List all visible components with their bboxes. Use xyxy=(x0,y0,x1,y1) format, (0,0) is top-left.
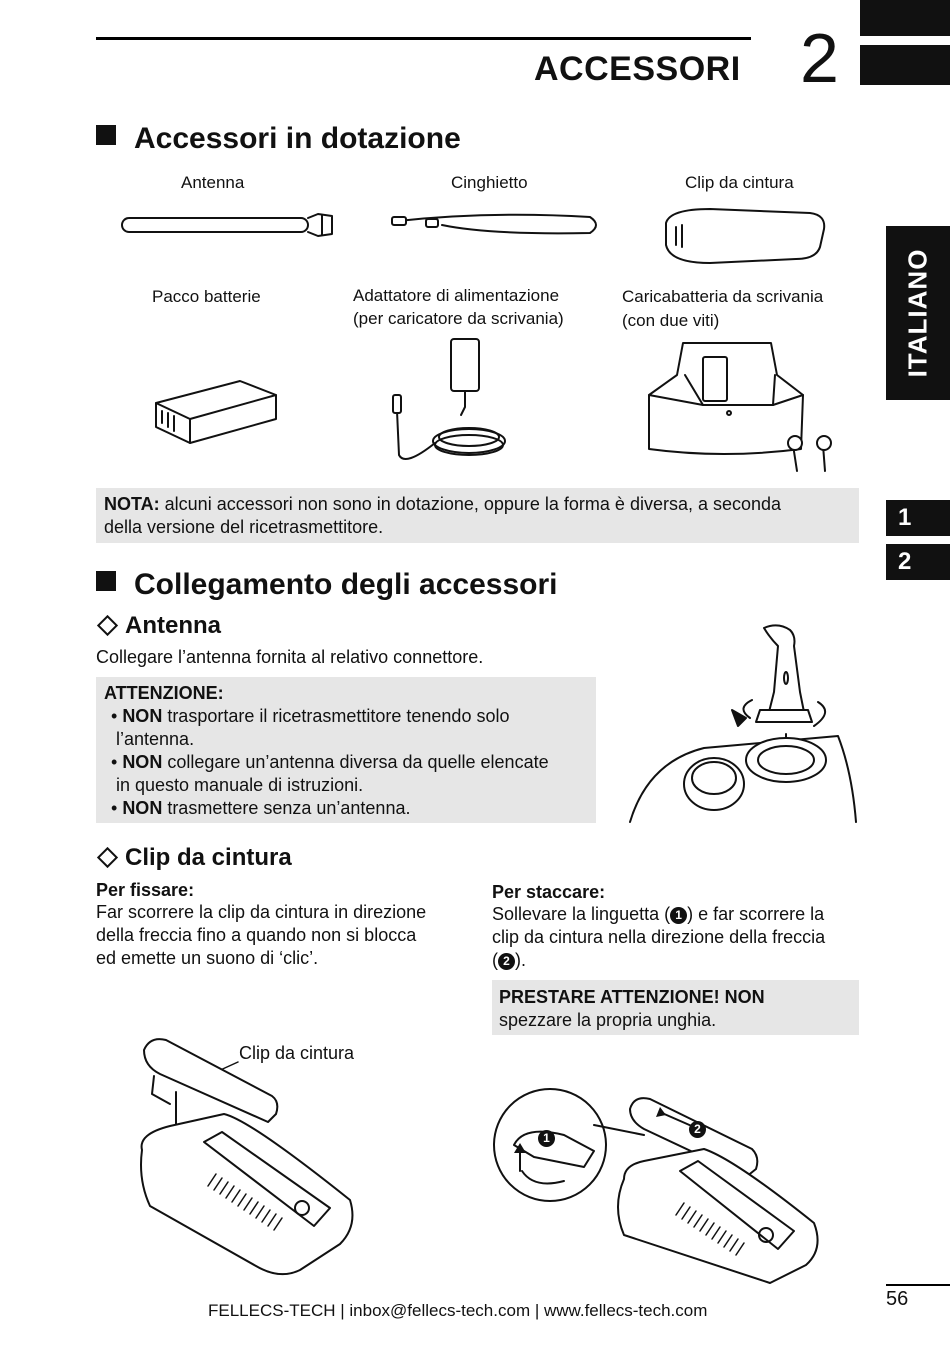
language-label: ITALIANO xyxy=(902,248,933,378)
marker-1-icon: 1 xyxy=(670,907,687,924)
antenna-instruction: Collegare l’antenna fornita al relativo connettore. xyxy=(96,647,484,667)
attach-title: Per fissare: xyxy=(96,880,195,900)
warning-bold: PRESTARE ATTENZIONE! NON xyxy=(499,987,765,1007)
power-adapter-icon xyxy=(385,335,515,470)
battery-label: Pacco batterie xyxy=(152,287,261,306)
marker-2-icon: 2 xyxy=(498,953,515,970)
caution-item: • NON trasmettere senza un’antenna. xyxy=(111,798,411,818)
adapter-label-line2: (per caricatore da scrivania) xyxy=(353,309,564,328)
charger-label-line2: (con due viti) xyxy=(622,311,720,330)
chapter-title: ACCESSORI xyxy=(534,50,741,88)
detach-marker-1-icon: 1 xyxy=(538,1130,555,1148)
belt-clip-subtitle: Clip da cintura xyxy=(96,844,292,872)
diamond-bullet-icon xyxy=(97,847,118,868)
caution-title: ATTENZIONE: xyxy=(104,683,224,703)
detach-title: Per staccare: xyxy=(492,882,606,902)
section-title-included: Accessori in dotazione xyxy=(96,122,461,156)
square-bullet-icon xyxy=(96,571,116,591)
antenna-label: Antenna xyxy=(181,173,245,192)
warning-text: spezzare la propria unghia. xyxy=(499,1010,717,1030)
page-number: 56 xyxy=(886,1288,909,1310)
page-number-rule xyxy=(886,1284,950,1286)
charger-label-line1: Caricabatteria da scrivania xyxy=(622,287,824,306)
detach-marker-2-icon: 2 xyxy=(689,1121,706,1139)
attach-line-2: della freccia fino a quando non si blocca xyxy=(96,925,417,945)
caution-item: • NON trasportare il ricetrasmettitore tenendo solo xyxy=(111,706,510,726)
antenna-icon xyxy=(118,210,338,240)
attach-line-3: ed emette un suono di ‘clic’. xyxy=(96,948,319,968)
desktop-charger-icon xyxy=(643,335,843,475)
detach-line-1: Sollevare la linguetta ( 1 ) e far scorrere la xyxy=(492,904,825,924)
header-tab-top xyxy=(860,0,950,36)
section-title-connecting: Collegamento degli accessori xyxy=(96,568,557,602)
strap-label: Cinghietto xyxy=(451,173,528,192)
battery-pack-icon xyxy=(150,375,280,450)
belt-clip-label: Clip da cintura xyxy=(685,173,794,192)
note-text-line1: NOTA: alcuni accessori non sono in dotazione, oppure la forma è diversa, a seconda xyxy=(104,494,782,514)
adapter-label-line1: Adattatore di alimentazione xyxy=(353,286,560,305)
attach-line-1: Far scorrere la clip da cintura in direzione xyxy=(96,902,427,922)
diamond-bullet-icon xyxy=(97,615,118,636)
belt-clip-detach-illustration xyxy=(494,1085,829,1285)
strap-icon xyxy=(390,205,605,245)
section-tab-2[interactable]: 2 xyxy=(886,544,950,580)
caution-item: • NON collegare un’antenna diversa da quelle elencate xyxy=(111,752,549,772)
detach-line-3: ( 2 ). xyxy=(492,950,526,970)
belt-clip-attach-illustration xyxy=(130,1030,360,1280)
detach-line-2: clip da cintura nella direzione della freccia xyxy=(492,927,826,947)
antenna-connection-illustration xyxy=(628,622,860,824)
footer-contact: FELLECS-TECH | inbox@fellecs-tech.com | www.fellecs-tech.com xyxy=(208,1301,708,1320)
header-tab-bottom xyxy=(860,45,950,85)
square-bullet-icon xyxy=(96,125,116,145)
belt-clip-figure-label: Clip da cintura xyxy=(239,1043,355,1063)
belt-clip-icon xyxy=(660,205,835,270)
caution-list: • NON trasportare il ricetrasmettitore tenendo solo l’antenna. • NON collegare un’antenna diversa da quelle elencate in questo manuale di istruzioni. • NON trasmettere senza un’antenna. xyxy=(104,705,594,820)
header-rule xyxy=(96,37,751,40)
antenna-subtitle: Antenna xyxy=(96,612,221,640)
note-text-line2: della versione del ricetrasmettitore. xyxy=(104,517,384,537)
section-tab-1[interactable]: 1 xyxy=(886,500,950,536)
chapter-number: 2 xyxy=(800,19,839,97)
language-tab[interactable] xyxy=(886,226,950,400)
